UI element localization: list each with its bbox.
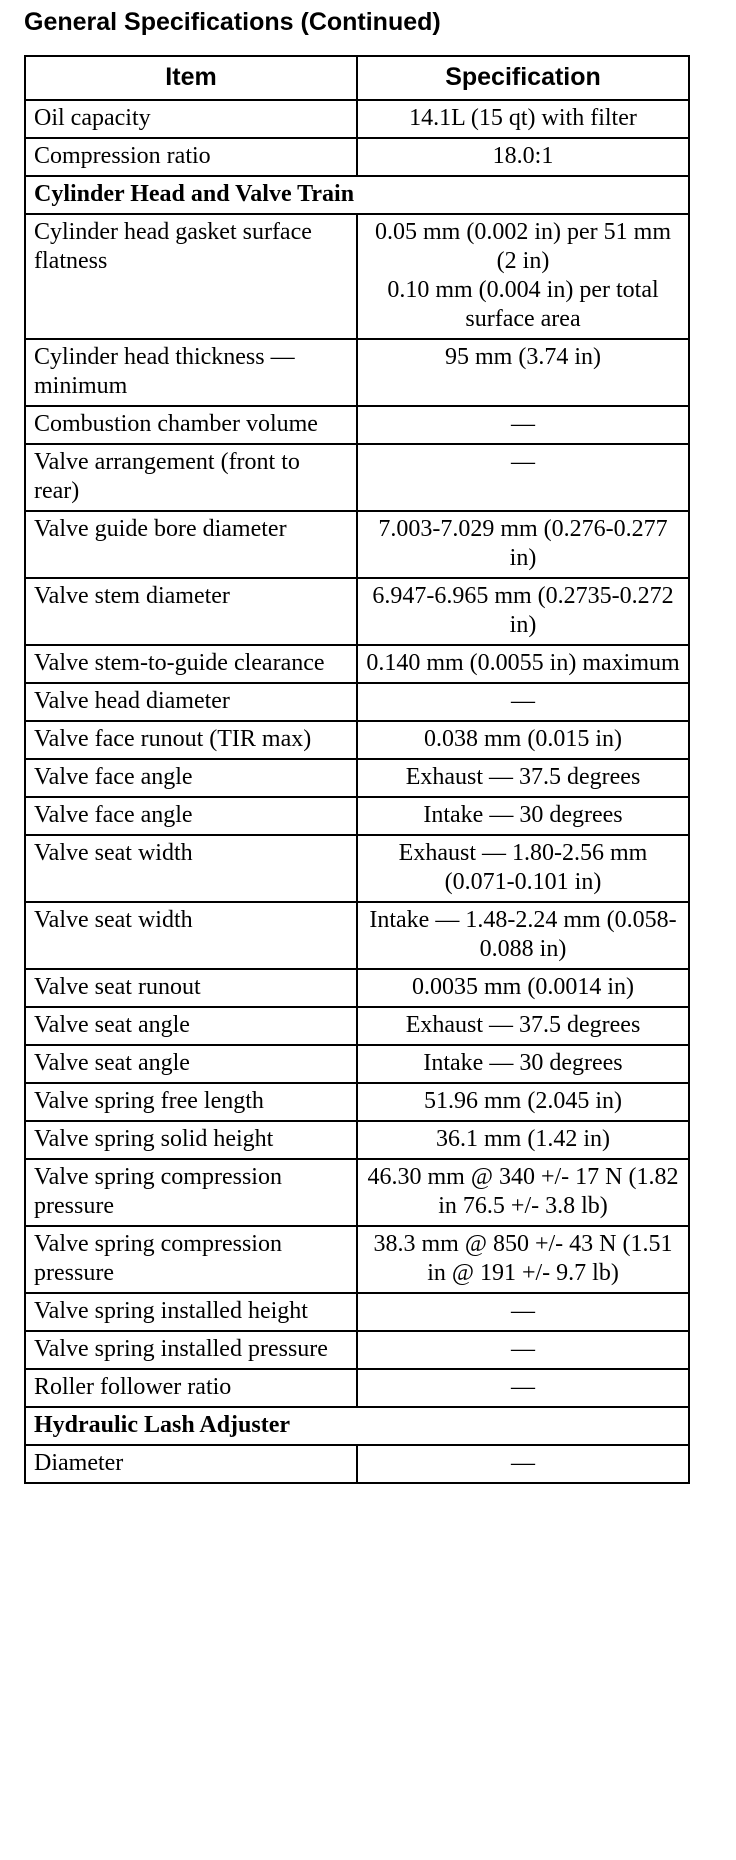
specification-cell — [357, 683, 689, 721]
specification-value: Exhaust — 37.5 degrees — [405, 1012, 641, 1038]
specification-cell — [357, 214, 689, 339]
item-cell: Valve spring compression pressure — [25, 1226, 357, 1293]
table-row — [25, 1226, 689, 1293]
specification-cell — [357, 969, 689, 1007]
table-row — [25, 1121, 689, 1159]
item-cell: Valve spring compression pressure — [25, 1159, 357, 1226]
table-row — [25, 1293, 689, 1331]
item-cell: Valve seat angle — [25, 1045, 357, 1083]
item-cell: Valve face angle — [25, 797, 357, 835]
item-cell: Cylinder head gasket surface flatness — [25, 214, 357, 339]
table-row — [25, 444, 689, 511]
table-row — [25, 1445, 689, 1483]
table-row — [25, 214, 689, 339]
item-cell: Valve head diameter — [25, 683, 357, 721]
item-cell: Valve face runout (TIR max) — [25, 721, 357, 759]
specification-value: Intake — 30 degrees — [423, 1050, 623, 1076]
specification-value: 95 mm (3.74 in) — [445, 344, 601, 370]
table-row — [25, 339, 689, 406]
table-row — [25, 902, 689, 969]
table-row — [25, 511, 689, 578]
specifications-table — [24, 55, 690, 1484]
item-cell: Valve seat width — [25, 835, 357, 902]
specification-cell — [357, 645, 689, 683]
table-row — [25, 759, 689, 797]
specification-value: Intake — 30 degrees — [423, 802, 623, 828]
table-row — [25, 721, 689, 759]
table-row — [25, 645, 689, 683]
table-row — [25, 969, 689, 1007]
specification-value: 0.05 mm (0.002 in) per 51 mm (2 in) — [375, 219, 671, 274]
item-cell: Valve arrangement (front to rear) — [25, 444, 357, 511]
table-row — [25, 683, 689, 721]
specification-cell — [357, 1369, 689, 1407]
specification-value: — — [511, 688, 535, 714]
table-row — [25, 406, 689, 444]
item-cell: Oil capacity — [25, 100, 357, 138]
table-row — [25, 100, 689, 138]
specification-value: — — [511, 1336, 535, 1362]
table-row — [25, 1083, 689, 1121]
specification-cell — [357, 406, 689, 444]
item-cell: Valve seat angle — [25, 1007, 357, 1045]
specification-value: Exhaust — 1.80-2.56 mm (0.071-0.101 in) — [398, 840, 648, 895]
page-title: General Specifications (Continued) — [24, 8, 441, 36]
table-body — [25, 100, 689, 1483]
specification-cell — [357, 339, 689, 406]
item-cell: Diameter — [25, 1445, 357, 1483]
table-row — [25, 578, 689, 645]
specification-cell — [357, 1293, 689, 1331]
table-header-row — [25, 56, 689, 100]
section-row — [25, 1407, 689, 1445]
specification-cell — [357, 1159, 689, 1226]
item-cell: Valve seat width — [25, 902, 357, 969]
section-row — [25, 176, 689, 214]
specification-cell — [357, 1226, 689, 1293]
item-cell: Valve seat runout — [25, 969, 357, 1007]
specification-cell — [357, 721, 689, 759]
specification-cell — [357, 902, 689, 969]
item-cell: Valve spring installed pressure — [25, 1331, 357, 1369]
specification-value: 36.1 mm (1.42 in) — [436, 1126, 610, 1152]
specification-value: — — [511, 411, 535, 437]
specification-value: 6.947-6.965 mm (0.2735-0.272 in) — [372, 583, 674, 638]
specification-value: Intake — 1.48-2.24 mm (0.058-0.088 in) — [369, 907, 677, 962]
section-heading: Hydraulic Lash Adjuster — [25, 1407, 689, 1445]
table-row — [25, 835, 689, 902]
specification-cell — [357, 1445, 689, 1483]
table-row — [25, 797, 689, 835]
specification-cell — [357, 578, 689, 645]
column-header-item: Item — [25, 56, 357, 100]
specification-value: Exhaust — 37.5 degrees — [405, 764, 641, 790]
specification-cell — [357, 138, 689, 176]
specification-cell — [357, 1045, 689, 1083]
specification-cell — [357, 1121, 689, 1159]
specification-value: 46.30 mm @ 340 +/- 17 N (1.82 in 76.5 +/- 3.8 lb) — [367, 1164, 679, 1219]
specification-cell — [357, 835, 689, 902]
specification-value: 0.10 mm (0.004 in) per total surface area — [387, 277, 659, 332]
item-cell: Valve guide bore diameter — [25, 511, 357, 578]
item-cell: Valve face angle — [25, 759, 357, 797]
specification-cell — [357, 759, 689, 797]
specification-value: — — [511, 449, 535, 475]
item-cell: Valve spring free length — [25, 1083, 357, 1121]
section-heading: Cylinder Head and Valve Train — [25, 176, 689, 214]
specification-cell — [357, 797, 689, 835]
column-header-specification: Specification — [357, 56, 689, 100]
item-cell: Compression ratio — [25, 138, 357, 176]
specification-cell — [357, 1007, 689, 1045]
table-row — [25, 138, 689, 176]
specification-cell — [357, 1083, 689, 1121]
item-cell: Valve spring solid height — [25, 1121, 357, 1159]
specification-value: — — [511, 1298, 535, 1324]
specification-value: 0.140 mm (0.0055 in) maximum — [366, 650, 680, 676]
specification-value: 38.3 mm @ 850 +/- 43 N (1.51 in @ 191 +/- 9.7 lb) — [373, 1231, 673, 1286]
specification-value: 0.0035 mm (0.0014 in) — [412, 974, 634, 1000]
specification-cell — [357, 511, 689, 578]
item-cell: Combustion chamber volume — [25, 406, 357, 444]
specification-cell — [357, 1331, 689, 1369]
table-row — [25, 1159, 689, 1226]
specification-value: 0.038 mm (0.015 in) — [424, 726, 622, 752]
item-cell: Valve stem diameter — [25, 578, 357, 645]
specification-cell — [357, 444, 689, 511]
item-cell: Valve spring installed height — [25, 1293, 357, 1331]
specification-value: — — [511, 1374, 535, 1400]
table-row — [25, 1045, 689, 1083]
item-cell: Cylinder head thickness — minimum — [25, 339, 357, 406]
specification-value: 7.003-7.029 mm (0.276-0.277 in) — [378, 516, 668, 571]
specification-value: 14.1L (15 qt) with filter — [409, 105, 637, 131]
specification-value: 51.96 mm (2.045 in) — [424, 1088, 622, 1114]
specification-value: — — [511, 1450, 535, 1476]
item-cell: Roller follower ratio — [25, 1369, 357, 1407]
table-row — [25, 1369, 689, 1407]
table-row — [25, 1331, 689, 1369]
item-cell: Valve stem-to-guide clearance — [25, 645, 357, 683]
specification-cell — [357, 100, 689, 138]
specification-value: 18.0:1 — [492, 143, 554, 169]
table-row — [25, 1007, 689, 1045]
